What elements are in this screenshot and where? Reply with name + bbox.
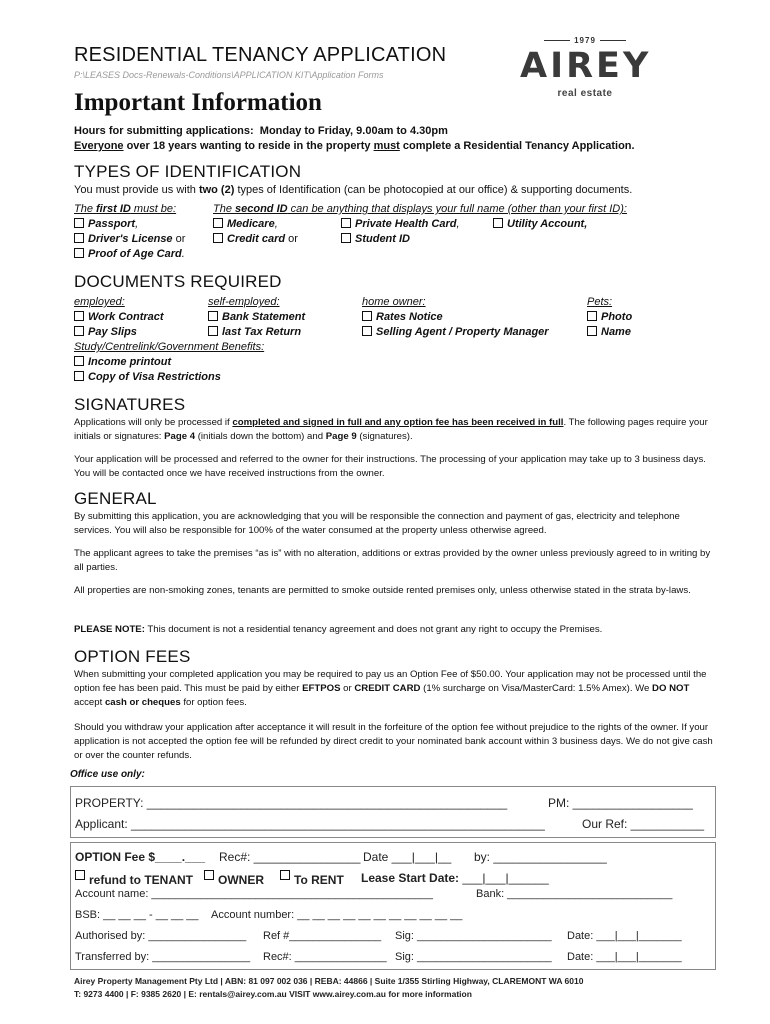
- must-word: must: [373, 140, 400, 152]
- private-health-option[interactable]: Private Health Card,: [341, 218, 460, 230]
- drivers-license-option[interactable]: [74, 233, 185, 245]
- footer-line-2: T: 9273 4400 | F: 9385 2620 | E: rentals@airey.com.au VISIT www.airey.com.au for more information: [74, 989, 472, 999]
- sig-field-2[interactable]: Sig: ______________________: [395, 951, 552, 963]
- airey-logo: [520, 36, 650, 104]
- of-do-not: DO NOT: [652, 683, 690, 694]
- name-label: Name: [601, 326, 631, 338]
- work-contract-label: Work Contract: [88, 311, 164, 323]
- visa-checkbox[interactable]: [74, 371, 84, 381]
- work-contract-option[interactable]: [74, 311, 164, 323]
- medicare-option[interactable]: Medicare,: [213, 218, 278, 230]
- of-p1-b: (1% surcharge on Visa/MasterCard: 1.5% Amex). We: [420, 683, 653, 694]
- last-tax-checkbox[interactable]: [208, 326, 218, 336]
- of-p1-d: for option fees.: [180, 697, 247, 708]
- documents-heading: DOCUMENTS REQUIRED: [74, 272, 282, 291]
- first-pre: The: [74, 203, 97, 215]
- rates-notice-option[interactable]: [362, 311, 443, 323]
- hours-value: Monday to Friday, 9.00am to 4.30pm: [259, 125, 448, 137]
- signatures-heading: SIGNATURES: [74, 395, 186, 414]
- photo-label: Photo: [601, 311, 633, 323]
- first-id-label: [74, 203, 176, 215]
- income-option[interactable]: [74, 356, 171, 368]
- file-path: P:\LEASES Docs-Renewals-Conditions\APPLICATION KIT\Application Forms: [74, 70, 384, 80]
- private-health-label: Private Health Card: [355, 218, 457, 230]
- option-fees-heading: OPTION FEES: [74, 647, 191, 666]
- hours-line: [74, 124, 448, 139]
- student-id-option[interactable]: [341, 233, 410, 245]
- second-bold: second ID: [235, 203, 288, 215]
- identification-heading: TYPES OF IDENTIFICATION: [74, 162, 302, 181]
- please-note-label: PLEASE NOTE:: [74, 624, 145, 635]
- or-text-1: or: [172, 233, 186, 245]
- home-owner-label: home owner:: [362, 296, 426, 308]
- passport-checkbox[interactable]: [74, 218, 84, 228]
- second-id-label: [213, 203, 627, 215]
- owner-option[interactable]: [204, 870, 264, 887]
- of-cash: cash or cheques: [104, 697, 181, 708]
- our-ref-field[interactable]: Our Ref: ___________: [582, 817, 705, 831]
- credit-card-label: Credit card: [227, 233, 286, 245]
- to-rent-option[interactable]: [280, 870, 344, 887]
- everyone-text-a: over 18 years wanting to reside in the property: [123, 140, 374, 152]
- date-field-2[interactable]: Date: ___|___|_______: [567, 951, 682, 963]
- bank-statement-checkbox[interactable]: [208, 311, 218, 321]
- identification-intro: [74, 183, 632, 198]
- second-pre: The: [213, 203, 236, 215]
- bank-statement-label: Bank Statement: [222, 311, 306, 323]
- to-rent-label: To RENT: [294, 873, 344, 887]
- everyone-text-b: complete a Residential Tenancy Application.: [399, 140, 635, 152]
- sig-p1-underlined: completed and signed in full and any option fee has been received in full: [232, 417, 564, 428]
- authorised-by-field[interactable]: Authorised by: ________________: [75, 930, 247, 942]
- self-employed-label: self-employed:: [208, 296, 280, 308]
- sig-page4: Page 4: [164, 431, 196, 442]
- sig-page9: Page 9: [325, 431, 357, 442]
- page-heading: Important Information: [74, 89, 322, 116]
- proof-of-age-option[interactable]: Proof of Age Card.: [74, 248, 185, 260]
- sig-p1-c: (initials down the bottom) and: [195, 431, 326, 442]
- general-paragraph-1: By submitting this application, you are acknowledging that you will be responsible the connection and payment of gas, electricity and telephone services. You will also be responsible for 100% of the water consumed at the property unless otherwise agreed.: [74, 511, 680, 536]
- passport-label: Passport: [88, 218, 136, 230]
- pm-field[interactable]: PM: __________________: [548, 796, 693, 810]
- sig-p1-b: . The following pages require your initials or signatures:: [74, 417, 708, 442]
- first-post: must be:: [130, 203, 177, 215]
- option-fees-paragraph-2: Should you withdraw your application after acceptance it will result in the forfeiture of the option fee without prejudice to the rights of the owner. If your application is not accepted the option fee will be refunded by direct credit to your nominated bank account within 3 business days. We do not give cash or over the counter refunds.: [74, 722, 713, 761]
- last-tax-option[interactable]: [208, 326, 301, 338]
- drivers-license-label: Driver's License: [88, 233, 173, 245]
- please-note: [74, 623, 720, 637]
- private-health-checkbox[interactable]: [341, 218, 351, 228]
- rates-notice-checkbox[interactable]: [362, 311, 372, 321]
- visa-label: Copy of Visa Restrictions: [88, 371, 221, 383]
- visa-option[interactable]: [74, 371, 221, 383]
- lease-start-field[interactable]: [361, 871, 549, 885]
- utility-option[interactable]: [493, 218, 587, 230]
- refund-tenant-option[interactable]: [75, 870, 193, 887]
- hours-label: Hours for submitting applications:: [74, 125, 254, 137]
- logo-name: AIREY: [520, 46, 652, 86]
- rates-notice-label: Rates Notice: [376, 311, 443, 323]
- photo-checkbox[interactable]: [587, 311, 597, 321]
- intro-bold: two (2): [198, 184, 235, 196]
- lease-start-label: Lease Start Date:: [361, 871, 460, 885]
- work-contract-checkbox[interactable]: [74, 311, 84, 321]
- account-number-field[interactable]: Account number: __ __ __ __ __ __ __ __ __ __ __: [211, 909, 463, 921]
- intro-text-a: You must provide us with: [74, 184, 199, 196]
- office-property-box: [70, 786, 716, 838]
- of-p1-a: When submitting your completed application you may be required to pay us an Option Fee of $50.00. Your application may not be processed until the option fee has been paid. This must be paid by either: [74, 669, 707, 694]
- signatures-paragraph-1: [74, 416, 720, 444]
- everyone-line: [74, 139, 635, 154]
- selling-agent-option[interactable]: [362, 326, 549, 338]
- general-paragraph-2: The applicant agrees to take the premises “as is” with no alteration, additions or extras provided by the owner unless previously agreed to in writing by all parties.: [74, 548, 711, 573]
- ref-field[interactable]: Ref #_______________: [263, 930, 382, 942]
- rec-field[interactable]: Rec#: ________________: [219, 850, 361, 864]
- name-checkbox[interactable]: [587, 326, 597, 336]
- utility-label: Utility Account,: [507, 218, 588, 230]
- form-title: RESIDENTIAL TENANCY APPLICATION: [74, 44, 447, 66]
- drivers-license-checkbox[interactable]: [74, 233, 84, 243]
- signatures-paragraph-2: Your application will be processed and referred to the owner for their instructions. The processing of your application may take up to 3 business days. You will be contacted once we have received instructions from the owner.: [74, 454, 706, 479]
- utility-checkbox[interactable]: [493, 218, 503, 228]
- date-field[interactable]: Date ___|___|__: [363, 850, 452, 864]
- by-field[interactable]: by: _________________: [474, 850, 607, 864]
- proof-of-age-label: Proof of Age Card: [88, 248, 182, 260]
- first-bold: first ID: [96, 203, 131, 215]
- applicant-field[interactable]: Applicant: ______________________________________________________________: [75, 817, 545, 831]
- logo-subtitle: real estate: [557, 88, 613, 99]
- proof-of-age-checkbox[interactable]: [74, 248, 84, 258]
- pay-slips-option[interactable]: [74, 326, 137, 338]
- sig-field-1[interactable]: Sig: ______________________: [395, 930, 552, 942]
- selling-agent-label: Selling Agent / Property Manager: [376, 326, 549, 338]
- property-field[interactable]: PROPERTY: ______________________________________________________: [75, 796, 508, 810]
- second-post: can be anything that displays your full name (other than your first ID):: [287, 203, 627, 215]
- rec-field-2[interactable]: Rec#: _______________: [263, 951, 387, 963]
- medicare-checkbox[interactable]: [213, 218, 223, 228]
- medicare-label: Medicare: [227, 218, 275, 230]
- owner-checkbox[interactable]: [204, 870, 214, 880]
- office-option-fee-box: [70, 842, 716, 970]
- logo-year: 1979: [520, 36, 650, 45]
- of-eftpos: EFTPOS: [302, 683, 341, 694]
- option-fees-paragraph-1: [74, 668, 720, 710]
- of-credit-card: CREDIT CARD: [354, 683, 421, 694]
- study-label: Study/Centrelink/Government Benefits:: [74, 341, 265, 353]
- to-rent-checkbox[interactable]: [280, 870, 290, 880]
- option-fee-field[interactable]: OPTION Fee $____.___: [75, 850, 206, 864]
- or-text-2: or: [285, 233, 298, 245]
- intro-text-b: types of Identification (can be photocopied at our office) & supporting documents.: [234, 184, 633, 196]
- pay-slips-checkbox[interactable]: [74, 326, 84, 336]
- everyone-word: Everyone: [74, 140, 124, 152]
- student-id-label: Student ID: [355, 233, 410, 245]
- passport-option[interactable]: Passport,: [74, 218, 138, 230]
- refund-tenant-checkbox[interactable]: [75, 870, 85, 880]
- general-heading: GENERAL: [74, 489, 157, 508]
- sig-p1-d: (signatures).: [356, 431, 413, 442]
- photo-option[interactable]: [587, 311, 632, 323]
- credit-card-checkbox[interactable]: [213, 233, 223, 243]
- lease-start-blank: ___|___|______: [462, 871, 549, 885]
- date-field-1[interactable]: Date: ___|___|_______: [567, 930, 682, 942]
- selling-agent-checkbox[interactable]: [362, 326, 372, 336]
- pets-label: Pets:: [587, 296, 613, 308]
- income-label: Income printout: [88, 356, 172, 368]
- pay-slips-label: Pay Slips: [88, 326, 137, 338]
- credit-card-option[interactable]: [213, 233, 298, 245]
- office-use-label: Office use only:: [70, 769, 145, 780]
- bank-field[interactable]: Bank: ___________________________: [476, 888, 673, 900]
- owner-label: OWNER: [218, 873, 264, 887]
- student-id-checkbox[interactable]: [341, 233, 351, 243]
- bank-statement-option[interactable]: [208, 311, 305, 323]
- general-paragraph-3: All properties are non-smoking zones, tenants are permitted to smoke outside rented premises only, unless otherwise stated in the strata by-laws.: [74, 585, 691, 596]
- name-option[interactable]: [587, 326, 631, 338]
- of-p1-c: accept: [74, 697, 105, 708]
- sig-p1-a: Applications will only be processed if: [74, 417, 233, 428]
- employed-label: employed:: [74, 296, 125, 308]
- income-checkbox[interactable]: [74, 356, 84, 366]
- please-note-text: This document is not a residential tenancy agreement and does not grant any right to occupy the Premises.: [144, 624, 603, 635]
- of-or: or: [340, 683, 355, 694]
- account-name-field[interactable]: Account name: ______________________________________________: [75, 888, 433, 900]
- bsb-field[interactable]: BSB: __ __ __ - __ __ __: [75, 909, 199, 921]
- refund-tenant-label: refund to TENANT: [89, 873, 193, 887]
- last-tax-label: last Tax Return: [222, 326, 302, 338]
- footer-line-1: Airey Property Management Pty Ltd | ABN: 81 097 002 036 | REBA: 44866 | Suite 1/355 Stirling Highway, CLAREMONT WA 6010: [74, 976, 584, 986]
- transferred-by-field[interactable]: Transferred by: ________________: [75, 951, 251, 963]
